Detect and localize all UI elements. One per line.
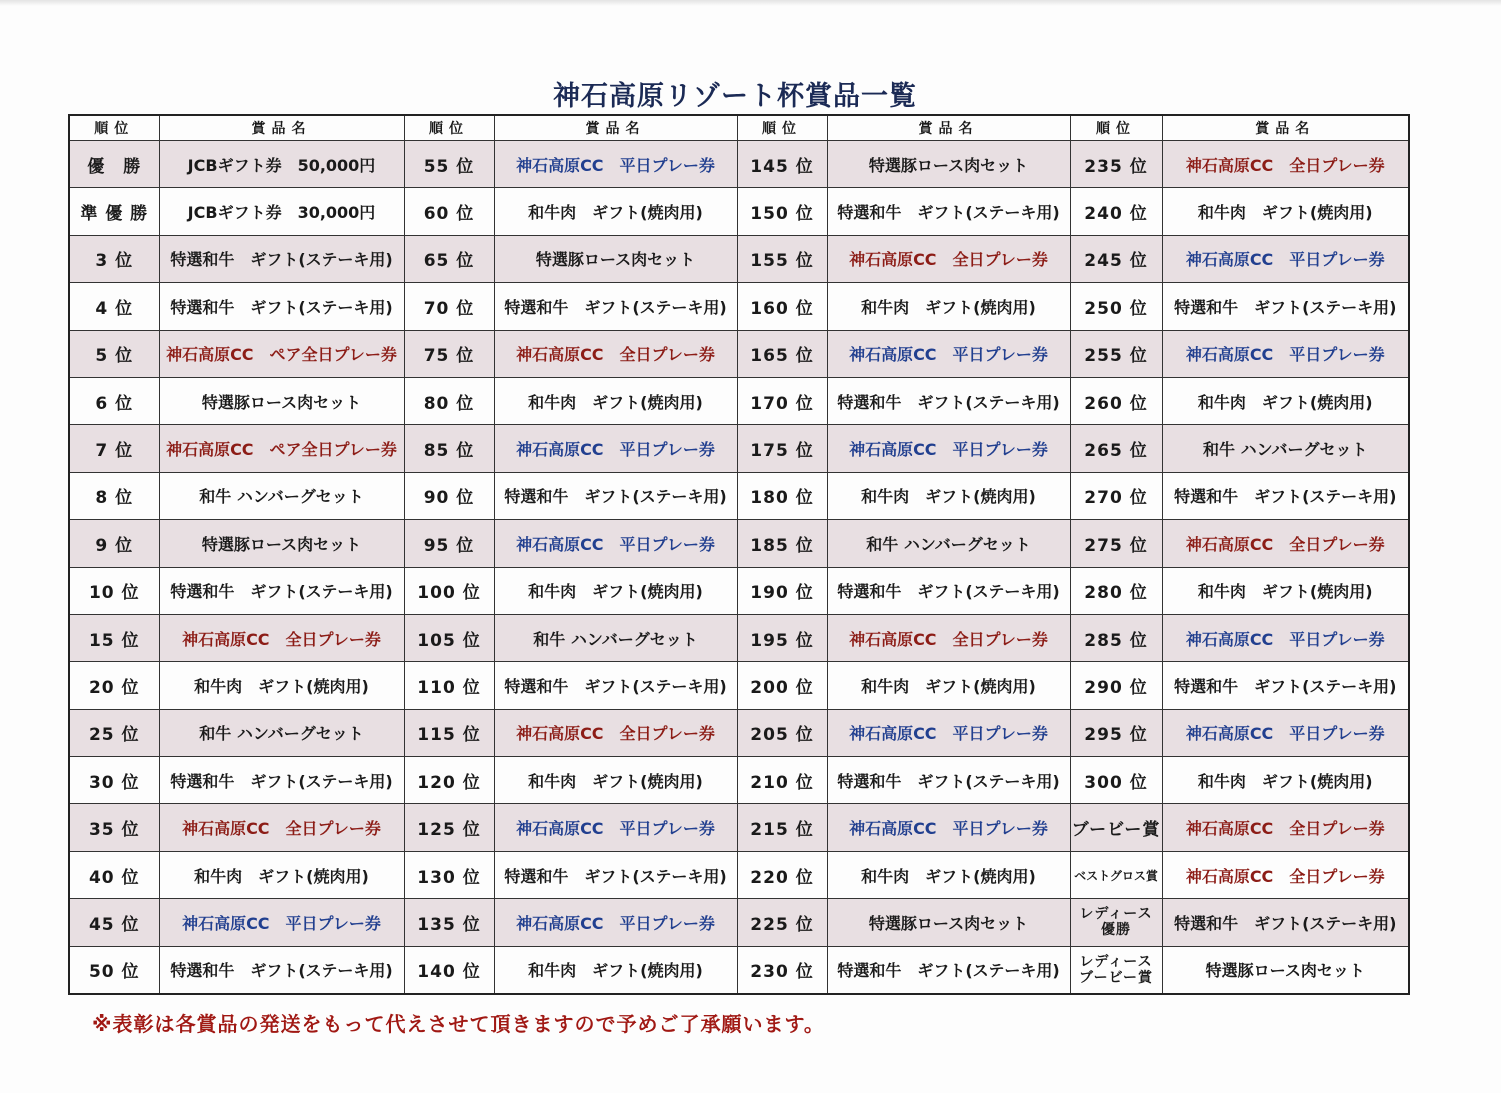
table-row — [69, 899, 1409, 946]
prize-cell: 和牛肉 ギフト(焼肉用) — [494, 946, 737, 993]
prize-cell: 和牛肉 ギフト(焼肉用) — [827, 851, 1070, 898]
prize-cell: 特選和牛 ギフト(ステーキ用) — [159, 946, 404, 993]
prize-cell: 和牛肉 ギフト(焼肉用) — [494, 567, 737, 614]
rank-cell: レディース ブービー賞 — [1070, 946, 1162, 993]
table-row — [69, 235, 1409, 282]
header-prize: 賞品名 — [494, 115, 737, 141]
rank-cell: 260 位 — [1070, 377, 1162, 424]
prize-cell: 特選豚ロース肉セット — [159, 377, 404, 424]
rank-cell: 90 位 — [404, 472, 494, 519]
rank-cell: 180 位 — [737, 472, 827, 519]
prize-cell: 神石高原CC ペア全日プレー券 — [159, 330, 404, 377]
prize-cell: 特選和牛 ギフト(ステーキ用) — [1162, 472, 1409, 519]
rank-cell: 100 位 — [404, 567, 494, 614]
rank-cell: 7 位 — [69, 425, 159, 472]
prize-cell: 和牛肉 ギフト(焼肉用) — [827, 283, 1070, 330]
rank-cell: 290 位 — [1070, 662, 1162, 709]
prize-cell: 神石高原CC 平日プレー券 — [494, 899, 737, 946]
rank-cell: 250 位 — [1070, 283, 1162, 330]
rank-cell: 115 位 — [404, 709, 494, 756]
rank-cell: 285 位 — [1070, 614, 1162, 661]
prize-cell: 特選和牛 ギフト(ステーキ用) — [159, 235, 404, 282]
rank-cell: 優 勝 — [69, 141, 159, 188]
table-row — [69, 472, 1409, 519]
prize-cell: 神石高原CC 全日プレー券 — [494, 709, 737, 756]
table-row — [69, 520, 1409, 567]
prize-cell: 特選和牛 ギフト(ステーキ用) — [827, 567, 1070, 614]
footnote: ※表彰は各賞品の発送をもって代えさせて頂きますので予めご了承願います。 — [92, 1012, 825, 1036]
rank-cell: 175 位 — [737, 425, 827, 472]
prize-cell: 和牛肉 ギフト(焼肉用) — [1162, 377, 1409, 424]
table-row — [69, 662, 1409, 709]
prize-cell: 和牛 ハンバーグセット — [1162, 425, 1409, 472]
rank-cell: 185 位 — [737, 520, 827, 567]
table-row — [69, 614, 1409, 661]
rank-cell: 220 位 — [737, 851, 827, 898]
rank-cell: 135 位 — [404, 899, 494, 946]
rank-cell: 265 位 — [1070, 425, 1162, 472]
prize-cell: 特選和牛 ギフト(ステーキ用) — [494, 472, 737, 519]
rank-cell: 10 位 — [69, 567, 159, 614]
prize-cell: 特選和牛 ギフト(ステーキ用) — [1162, 283, 1409, 330]
prize-cell: 特選豚ロース肉セット — [159, 520, 404, 567]
prize-cell: 和牛 ハンバーグセット — [827, 520, 1070, 567]
prize-cell: 神石高原CC 平日プレー券 — [1162, 709, 1409, 756]
rank-cell: 125 位 — [404, 804, 494, 851]
prize-cell: 神石高原CC 平日プレー券 — [827, 330, 1070, 377]
rank-cell: 240 位 — [1070, 188, 1162, 235]
prize-cell: 和牛肉 ギフト(焼肉用) — [1162, 188, 1409, 235]
table-row — [69, 804, 1409, 851]
prize-cell: 神石高原CC 全日プレー券 — [827, 614, 1070, 661]
prize-cell: 和牛肉 ギフト(焼肉用) — [1162, 567, 1409, 614]
rank-cell: 120 位 — [404, 757, 494, 804]
prize-cell: 特選豚ロース肉セット — [827, 899, 1070, 946]
prize-cell: 神石高原CC 平日プレー券 — [159, 899, 404, 946]
rank-cell: 70 位 — [404, 283, 494, 330]
header-prize: 賞品名 — [1162, 115, 1409, 141]
rank-cell: 準 優 勝 — [69, 188, 159, 235]
prize-cell: 特選和牛 ギフト(ステーキ用) — [494, 851, 737, 898]
rank-cell: 230 位 — [737, 946, 827, 993]
header-rank: 順位 — [69, 115, 159, 141]
prize-cell: 神石高原CC 平日プレー券 — [1162, 614, 1409, 661]
rank-cell: 235 位 — [1070, 141, 1162, 188]
rank-cell: レディース 優勝 — [1070, 899, 1162, 946]
rank-cell: 4 位 — [69, 283, 159, 330]
rank-cell: 275 位 — [1070, 520, 1162, 567]
rank-cell: 225 位 — [737, 899, 827, 946]
prize-table — [68, 114, 1410, 995]
rank-cell: 110 位 — [404, 662, 494, 709]
rank-cell: 20 位 — [69, 662, 159, 709]
prize-cell: 神石高原CC 全日プレー券 — [159, 614, 404, 661]
prize-cell: 特選和牛 ギフト(ステーキ用) — [494, 283, 737, 330]
prize-cell: 特選和牛 ギフト(ステーキ用) — [494, 662, 737, 709]
prize-cell: 和牛肉 ギフト(焼肉用) — [1162, 757, 1409, 804]
rank-cell: 80 位 — [404, 377, 494, 424]
prize-cell: 神石高原CC 全日プレー券 — [1162, 141, 1409, 188]
page-title: 神石高原リゾート杯賞品一覧 — [553, 81, 917, 112]
prize-cell: 神石高原CC 平日プレー券 — [827, 425, 1070, 472]
rank-cell: 130 位 — [404, 851, 494, 898]
prize-cell: 特選和牛 ギフト(ステーキ用) — [827, 377, 1070, 424]
rank-cell: 295 位 — [1070, 709, 1162, 756]
table-row — [69, 567, 1409, 614]
table-row — [69, 425, 1409, 472]
prize-cell: 神石高原CC 全日プレー券 — [1162, 520, 1409, 567]
prize-cell: 神石高原CC 全日プレー券 — [494, 330, 737, 377]
rank-cell: 280 位 — [1070, 567, 1162, 614]
prize-cell: 和牛 ハンバーグセット — [159, 709, 404, 756]
header-rank: 順位 — [737, 115, 827, 141]
rank-cell: 300 位 — [1070, 757, 1162, 804]
rank-cell: 8 位 — [69, 472, 159, 519]
prize-cell: 神石高原CC 平日プレー券 — [494, 425, 737, 472]
table-row — [69, 757, 1409, 804]
rank-cell: 150 位 — [737, 188, 827, 235]
rank-cell: 215 位 — [737, 804, 827, 851]
prize-cell: JCBギフト券 50,000円 — [159, 141, 404, 188]
prize-cell: 特選和牛 ギフト(ステーキ用) — [827, 757, 1070, 804]
table-row — [69, 283, 1409, 330]
rank-cell: 55 位 — [404, 141, 494, 188]
rank-cell: 270 位 — [1070, 472, 1162, 519]
table-row — [69, 377, 1409, 424]
table-row — [69, 141, 1409, 188]
prize-cell: 特選和牛 ギフト(ステーキ用) — [1162, 662, 1409, 709]
prize-cell: 特選和牛 ギフト(ステーキ用) — [827, 946, 1070, 993]
rank-cell: 210 位 — [737, 757, 827, 804]
rank-cell: 95 位 — [404, 520, 494, 567]
rank-cell: 170 位 — [737, 377, 827, 424]
prize-cell: 神石高原CC 平日プレー券 — [827, 709, 1070, 756]
rank-cell: 195 位 — [737, 614, 827, 661]
rank-cell: 65 位 — [404, 235, 494, 282]
prize-cell: 神石高原CC ペア全日プレー券 — [159, 425, 404, 472]
rank-cell: 3 位 — [69, 235, 159, 282]
rank-cell: 165 位 — [737, 330, 827, 377]
prize-cell: 和牛肉 ギフト(焼肉用) — [494, 188, 737, 235]
rank-cell: 50 位 — [69, 946, 159, 993]
rank-cell: 85 位 — [404, 425, 494, 472]
rank-cell: 30 位 — [69, 757, 159, 804]
prize-cell: 和牛肉 ギフト(焼肉用) — [159, 851, 404, 898]
prize-cell: 特選和牛 ギフト(ステーキ用) — [159, 757, 404, 804]
rank-cell: 190 位 — [737, 567, 827, 614]
prize-cell: 神石高原CC 全日プレー券 — [1162, 851, 1409, 898]
rank-cell: 9 位 — [69, 520, 159, 567]
table-row — [69, 709, 1409, 756]
rank-cell: ベストグロス賞 — [1070, 851, 1162, 898]
rank-cell: 160 位 — [737, 283, 827, 330]
rank-cell: 6 位 — [69, 377, 159, 424]
rank-cell: 140 位 — [404, 946, 494, 993]
table-row — [69, 946, 1409, 993]
rank-cell: 15 位 — [69, 614, 159, 661]
prize-cell: 和牛肉 ギフト(焼肉用) — [494, 377, 737, 424]
prize-cell: 和牛肉 ギフト(焼肉用) — [494, 757, 737, 804]
rank-cell: 25 位 — [69, 709, 159, 756]
prize-cell: 神石高原CC 全日プレー券 — [159, 804, 404, 851]
prize-cell: 神石高原CC 平日プレー券 — [494, 520, 737, 567]
header-rank: 順位 — [1070, 115, 1162, 141]
header-rank: 順位 — [404, 115, 494, 141]
rank-cell: 105 位 — [404, 614, 494, 661]
rank-cell: 255 位 — [1070, 330, 1162, 377]
rank-cell: 145 位 — [737, 141, 827, 188]
table-row — [69, 330, 1409, 377]
prize-cell: 特選和牛 ギフト(ステーキ用) — [159, 283, 404, 330]
prize-cell: 神石高原CC 平日プレー券 — [494, 804, 737, 851]
rank-cell: 155 位 — [737, 235, 827, 282]
header-prize: 賞品名 — [159, 115, 404, 141]
prize-cell: 和牛 ハンバーグセット — [159, 472, 404, 519]
header-row — [69, 115, 1409, 141]
table-row — [69, 851, 1409, 898]
rank-cell: ブービー賞 — [1070, 804, 1162, 851]
rank-cell: 75 位 — [404, 330, 494, 377]
prize-cell: 和牛肉 ギフト(焼肉用) — [827, 472, 1070, 519]
rank-cell: 45 位 — [69, 899, 159, 946]
rank-cell: 205 位 — [737, 709, 827, 756]
prize-cell: 特選豚ロース肉セット — [1162, 946, 1409, 993]
prize-cell: 神石高原CC 平日プレー券 — [494, 141, 737, 188]
header-prize: 賞品名 — [827, 115, 1070, 141]
prize-cell: 特選和牛 ギフト(ステーキ用) — [159, 567, 404, 614]
prize-cell: 神石高原CC 平日プレー券 — [827, 804, 1070, 851]
prize-cell: 和牛肉 ギフト(焼肉用) — [827, 662, 1070, 709]
rank-cell: 40 位 — [69, 851, 159, 898]
rank-cell: 60 位 — [404, 188, 494, 235]
rank-cell: 200 位 — [737, 662, 827, 709]
rank-cell: 245 位 — [1070, 235, 1162, 282]
prize-cell: 特選豚ロース肉セット — [827, 141, 1070, 188]
prize-cell: 和牛肉 ギフト(焼肉用) — [159, 662, 404, 709]
prize-cell: JCBギフト券 30,000円 — [159, 188, 404, 235]
prize-cell: 特選豚ロース肉セット — [494, 235, 737, 282]
prize-cell: 神石高原CC 平日プレー券 — [1162, 235, 1409, 282]
rank-cell: 5 位 — [69, 330, 159, 377]
prize-cell: 特選和牛 ギフト(ステーキ用) — [1162, 899, 1409, 946]
prize-cell: 和牛 ハンバーグセット — [494, 614, 737, 661]
table-row — [69, 188, 1409, 235]
prize-cell: 神石高原CC 全日プレー券 — [1162, 804, 1409, 851]
prize-cell: 神石高原CC 全日プレー券 — [827, 235, 1070, 282]
top-edge — [0, 0, 1501, 6]
prize-cell: 神石高原CC 平日プレー券 — [1162, 330, 1409, 377]
prize-cell: 特選和牛 ギフト(ステーキ用) — [827, 188, 1070, 235]
rank-cell: 35 位 — [69, 804, 159, 851]
